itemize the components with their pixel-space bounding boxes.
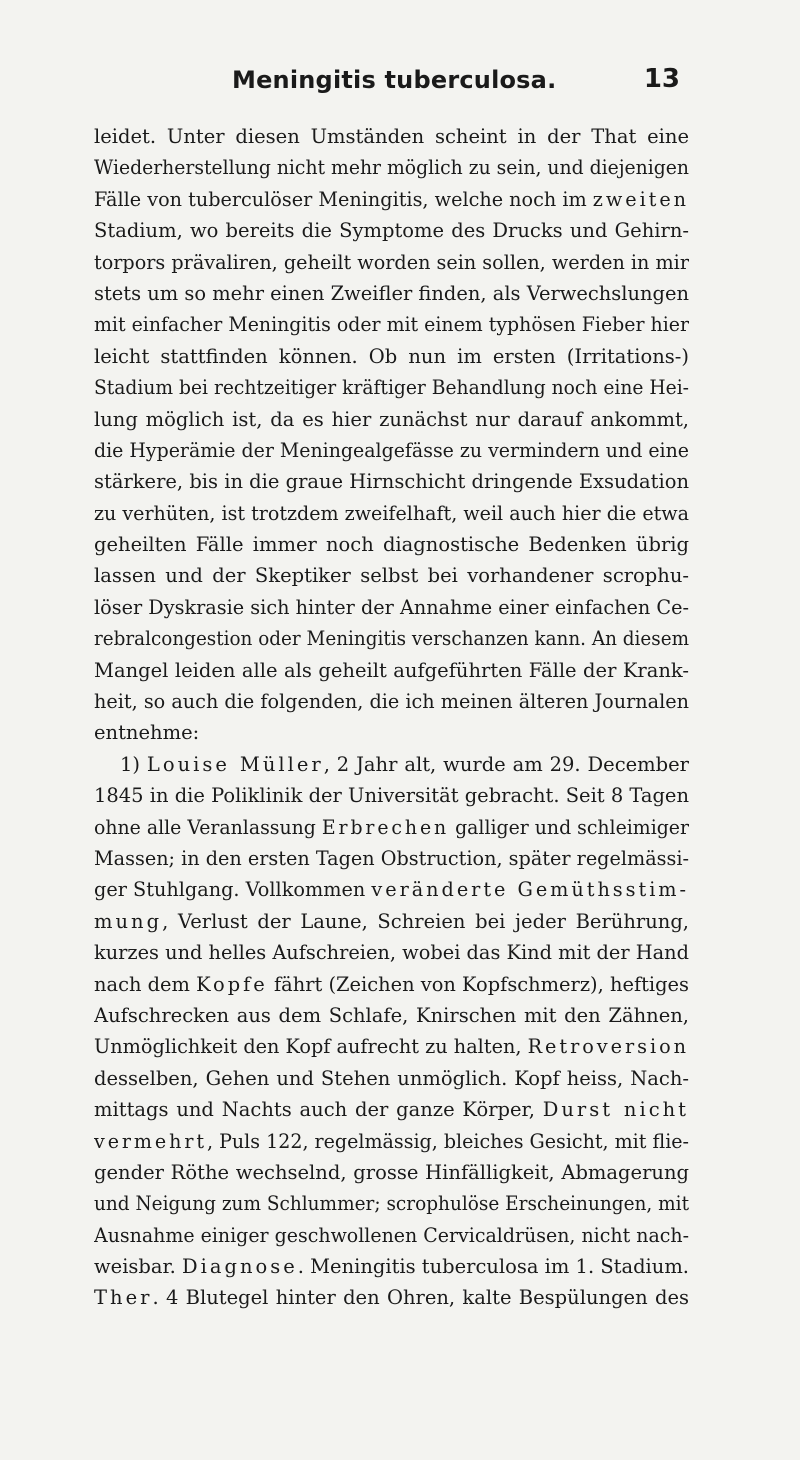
text-run: geheilten Fälle immer noch diagnostische Bedenken übrig [94, 533, 689, 557]
text-run: . 4 Blutegel hinter den Ohren, kalte Bespülungen des [152, 1286, 689, 1310]
text-line [94, 686, 689, 717]
text-line [94, 937, 689, 968]
text-run: ohne alle Veranlassung [94, 815, 322, 839]
text-run: , 2 Jahr alt, wurde am 29. December [323, 752, 689, 776]
text-run: Wiederherstellung nicht mehr möglich zu sein, und diejenigen [94, 156, 689, 180]
text-line [94, 1157, 689, 1188]
text-line [94, 1126, 689, 1157]
text-line [94, 1000, 689, 1031]
spaced-emphasis: vermehrt [94, 1129, 207, 1153]
text-line [94, 278, 689, 309]
text-line [94, 184, 689, 215]
text-run: mit einfacher Meningitis oder mit einem typhösen Fieber hier [94, 313, 689, 337]
text-line [94, 372, 689, 403]
text-run: löser Dyskrasie sich hinter der Annahme einer einfachen Ce- [94, 595, 689, 619]
text-line [94, 843, 689, 874]
text-run: . Meningitis tuberculosa im 1. Stadium. [297, 1255, 689, 1279]
text-line [94, 1063, 689, 1094]
text-line [94, 969, 689, 1000]
text-run: leicht stattfinden können. Ob nun im ersten (Irritations-) [94, 344, 689, 368]
text-line [94, 435, 689, 466]
text-run: Fälle von tuberculöser Meningitis, welche noch im [94, 187, 593, 211]
text-run: Mangel leiden alle als geheilt aufgeführten Fälle der Krank- [94, 658, 689, 682]
text-line [94, 1220, 689, 1251]
text-run: zu verhüten, ist trotzdem zweifelhaft, weil auch hier die etwa [94, 501, 689, 525]
text-run: Massen; in den ersten Tagen Obstruction, später regelmässi- [94, 846, 689, 870]
text-line [94, 529, 689, 560]
text-line [94, 309, 689, 340]
spaced-emphasis: Erbrechen [321, 815, 450, 839]
text-line [94, 906, 689, 937]
spaced-emphasis: Kopfe [196, 972, 268, 996]
text-line [94, 749, 689, 780]
text-run: heit, so auch die folgenden, die ich meinen älteren Journalen [94, 690, 689, 714]
text-run: kurzes und helles Aufschreien, wobei das Kind mit der Hand [94, 941, 689, 965]
text-run: torpors prävaliren, geheilt worden sein sollen, werden in mir [94, 250, 689, 274]
text-line [94, 717, 689, 748]
text-run: Unmöglichkeit den Kopf aufrecht zu halten, [94, 1035, 528, 1059]
body-text [94, 121, 689, 1314]
page-header [100, 62, 680, 102]
text-run: mittags und Nachts auch der ganze Körper, [94, 1098, 543, 1122]
spaced-emphasis: Ther [94, 1286, 153, 1310]
text-line [94, 1188, 689, 1219]
text-run: 1) [120, 752, 147, 776]
text-run: rebralcongestion oder Meningitis verschanzen kann. An diesem [94, 627, 689, 651]
text-run: Stadium bei rechtzeitiger kräftiger Behandlung noch eine Hei- [94, 376, 689, 400]
spaced-emphasis: mung [94, 909, 163, 933]
text-run: ger Stuhlgang. Vollkommen [94, 878, 372, 902]
text-run: und Neigung zum Schlummer; scrophulöse Erscheinungen, mit [94, 1192, 689, 1216]
text-line [94, 780, 689, 811]
text-line [94, 560, 689, 591]
text-line [94, 215, 689, 246]
text-line [94, 812, 689, 843]
text-line [94, 247, 689, 278]
text-run: Aufschrecken aus dem Schlafe, Knirschen mit den Zähnen, [94, 1003, 689, 1027]
text-run: stets um so mehr einen Zweifler finden, als Verwechslungen [94, 281, 689, 305]
text-run: desselben, Gehen und Stehen unmöglich. Kopf heiss, Nach- [94, 1066, 689, 1090]
text-line [94, 404, 689, 435]
running-title: Meningitis tuberculosa. [232, 66, 557, 94]
text-line [94, 1031, 689, 1062]
text-run: galliger und schleimiger [449, 815, 689, 839]
text-line [94, 1282, 689, 1313]
text-run: Stadium, wo bereits die Symptome des Drucks und Gehirn- [94, 219, 689, 243]
spaced-emphasis: Diagnose [182, 1255, 298, 1279]
text-line [94, 1094, 689, 1125]
spaced-emphasis: zweiten [592, 187, 689, 211]
spaced-emphasis: Durst nicht [542, 1098, 689, 1122]
text-line [94, 1251, 689, 1282]
text-line [94, 498, 689, 529]
text-run: gender Röthe wechselnd, grosse Hinfälligkeit, Abmagerung [94, 1160, 689, 1184]
text-line [94, 592, 689, 623]
text-run: lung möglich ist, da es hier zunächst nur darauf ankommt, [94, 407, 689, 431]
text-run: leidet. Unter diesen Umständen scheint in der That eine [94, 125, 689, 148]
text-run: , Verlust der Laune, Schreien bei jeder Berührung, [162, 909, 689, 933]
text-line [94, 623, 689, 654]
text-run: entnehme: [94, 721, 200, 745]
text-line [94, 874, 689, 905]
text-run: , Puls 122, regelmässig, bleiches Gesicht, mit flie- [206, 1129, 689, 1153]
text-line [94, 341, 689, 372]
text-run: stärkere, bis in die graue Hirnschicht dringende Exsudation [94, 470, 689, 494]
spaced-emphasis: Retroversion [527, 1035, 689, 1059]
text-run: fährt (Zeichen von Kopfschmerz), heftiges [267, 972, 689, 996]
text-run: die Hyperämie der Meningealgefässe zu vermindern und eine [94, 438, 689, 462]
text-run: lassen und der Skeptiker selbst bei vorhandener scrophu- [94, 564, 689, 588]
text-line [94, 466, 689, 497]
text-line [94, 152, 689, 183]
spaced-emphasis: Louise Müller [146, 752, 324, 776]
page-number: 13 [643, 64, 680, 94]
text-line [94, 121, 689, 152]
spaced-emphasis: veränderte Gemüthsstim- [371, 878, 689, 902]
text-run: weisbar. [94, 1255, 183, 1279]
text-run: 1845 in die Poliklinik der Universität gebracht. Seit 8 Tagen [94, 784, 689, 808]
text-run: Ausnahme einiger geschwollenen Cervicaldrüsen, nicht nach- [94, 1223, 689, 1247]
text-line [94, 655, 689, 686]
text-run: nach dem [94, 972, 197, 996]
